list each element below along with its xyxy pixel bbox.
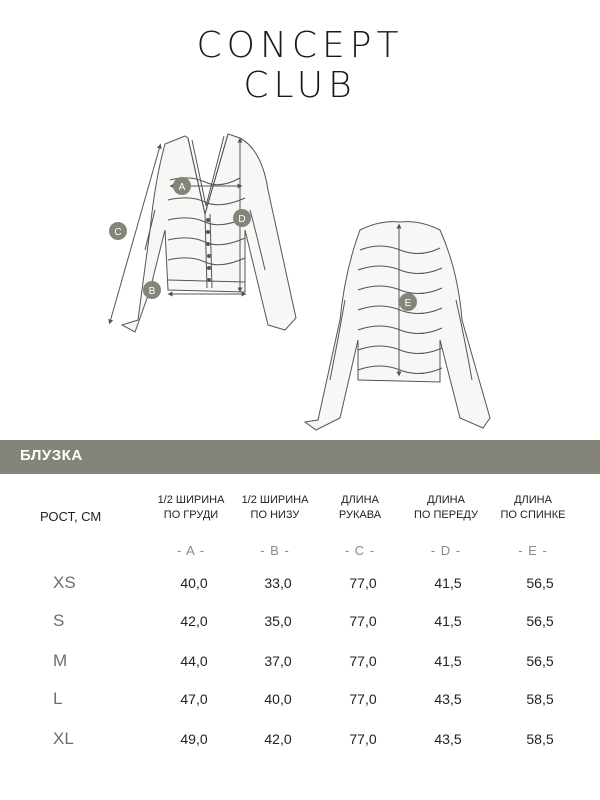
column-header-line1: ДЛИНА: [341, 494, 379, 506]
column-header-c: [310, 493, 410, 523]
column-code-c: - C -: [344, 543, 376, 558]
table-cell: 41,5: [434, 575, 462, 591]
marker-c-label: C: [114, 227, 122, 238]
table-row: [0, 729, 600, 759]
size-label: L: [53, 689, 63, 708]
marker-b-label: B: [148, 286, 156, 297]
section-banner: [0, 440, 600, 474]
table-cell: 56,5: [526, 575, 554, 591]
table-row: [0, 689, 600, 719]
garment-illustration: [0, 120, 600, 440]
size-label: M: [53, 651, 68, 670]
table-cell: 77,0: [349, 653, 377, 669]
table-cell: 77,0: [349, 575, 377, 591]
column-header-d: [396, 493, 496, 523]
column-code-a: - A -: [176, 543, 206, 558]
table-cell: 42,0: [180, 613, 208, 629]
table-cell: 41,5: [434, 613, 462, 629]
table-cell: 41,5: [434, 653, 462, 669]
brand-logo-line1: CONCEPT: [196, 25, 404, 66]
table-cell: 77,0: [349, 613, 377, 629]
column-code-e: - E -: [518, 543, 548, 558]
table-cell: 43,5: [434, 731, 462, 747]
table-cell: 49,0: [180, 731, 208, 747]
table-cell: 58,5: [526, 731, 554, 747]
marker-e-label: E: [404, 298, 412, 309]
column-code-b: - B -: [260, 543, 290, 558]
table-cell: 44,0: [180, 653, 208, 669]
size-label: XL: [53, 729, 74, 748]
table-cell: 77,0: [349, 691, 377, 707]
table-row: [0, 573, 600, 603]
brand-logo-line2: CLUB: [243, 65, 357, 106]
column-header-line1: ДЛИНА: [427, 494, 465, 506]
table-cell: 56,5: [526, 613, 554, 629]
column-header-line1: ДЛИНА: [514, 494, 552, 506]
column-header-line1: 1/2 ШИРИНА: [157, 494, 225, 506]
marker-a-label: A: [178, 182, 186, 193]
column-header-line2: ПО ГРУДИ: [163, 509, 219, 521]
column-header-line1: 1/2 ШИРИНА: [241, 494, 309, 506]
table-cell: 40,0: [264, 691, 292, 707]
table-row: [0, 611, 600, 641]
size-label: S: [53, 611, 65, 630]
section-title: БЛУЗКА: [20, 447, 83, 464]
table-cell: 40,0: [180, 575, 208, 591]
table-cell: 56,5: [526, 653, 554, 669]
column-header-line2: ПО НИЗУ: [250, 509, 300, 521]
column-code-d: - D -: [430, 543, 462, 558]
table-cell: 58,5: [526, 691, 554, 707]
column-header-line2: ПО СПИНКЕ: [500, 509, 566, 521]
size-label: XS: [53, 573, 76, 592]
column-header-line2: РУКАВА: [338, 509, 382, 521]
table-cell: 42,0: [264, 731, 292, 747]
row-label-height: РОСТ, СМ: [40, 509, 102, 524]
table-cell: 77,0: [349, 731, 377, 747]
marker-d-label: D: [238, 214, 246, 225]
table-cell: 35,0: [264, 613, 292, 629]
table-row: [0, 651, 600, 681]
table-cell: 33,0: [264, 575, 292, 591]
column-header-e: [483, 493, 583, 523]
table-cell: 47,0: [180, 691, 208, 707]
table-cell: 43,5: [434, 691, 462, 707]
table-cell: 37,0: [264, 653, 292, 669]
back-view-drawing: [305, 222, 490, 430]
column-header-line2: ПО ПЕРЕДУ: [414, 509, 478, 521]
